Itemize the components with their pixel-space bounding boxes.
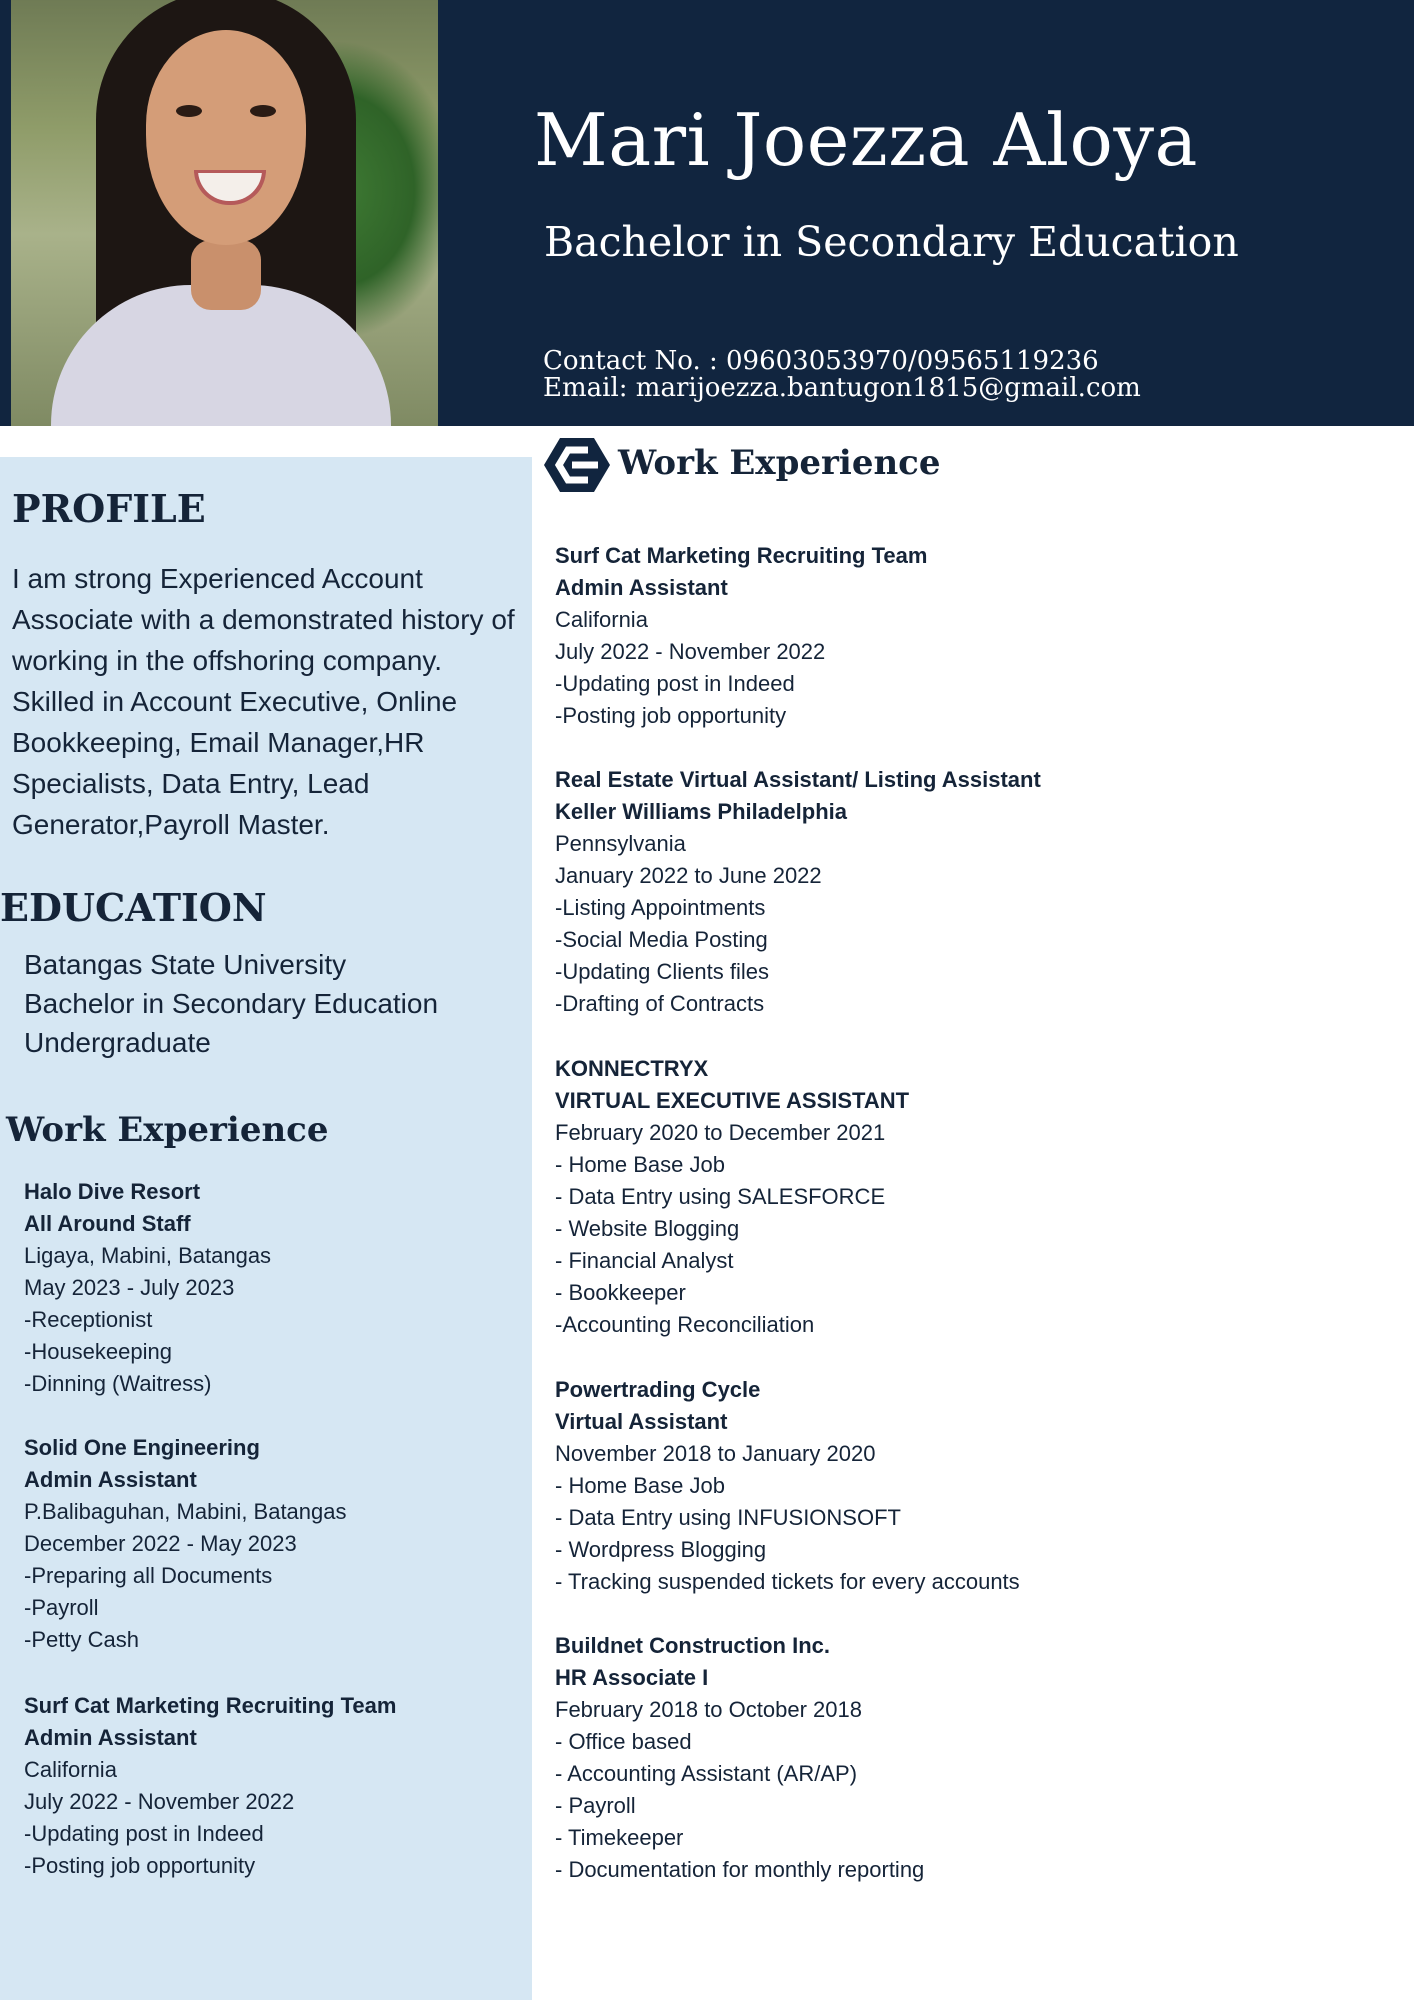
job-detail: - Bookkeeper (555, 1280, 686, 1305)
job-detail: - Data Entry using INFUSIONSOFT (555, 1505, 901, 1530)
job-role: Admin Assistant (24, 1467, 197, 1492)
job-role: Admin Assistant (24, 1725, 197, 1750)
job-detail: July 2022 - November 2022 (24, 1789, 295, 1814)
job-detail: - Home Base Job (555, 1473, 725, 1498)
work-experience-hexagon-icon (544, 436, 610, 494)
education-title: EDUCATION (0, 885, 267, 930)
job-detail: - Payroll (555, 1793, 636, 1818)
job-detail: July 2022 - November 2022 (555, 639, 826, 664)
sidebar-job (24, 1690, 396, 1882)
photo-smile (194, 170, 266, 205)
job-detail: - Documentation for monthly reporting (555, 1857, 925, 1882)
person-name: Mari Joezza Aloya (534, 98, 1198, 182)
job-detail: May 2023 - July 2023 (24, 1275, 235, 1300)
job-role: Keller Williams Philadelphia (555, 799, 848, 824)
sidebar-work-title: Work Experience (6, 1110, 329, 1150)
job-detail: - Office based (555, 1729, 692, 1754)
job-detail: - Tracking suspended tickets for every accounts (555, 1569, 1020, 1594)
job-detail: -Petty Cash (24, 1627, 139, 1652)
main-job (555, 540, 927, 732)
job-detail: - Wordpress Blogging (555, 1537, 767, 1562)
profile-summary: I am strong Experienced Account Associate with a demonstrated history of working in the offshoring company. Skilled in Account Executive, Online Bookkeeping, Email Manager,HR Specialists, Data Entry, Lead Generator,Payroll Master. (12, 563, 515, 840)
job-detail: California (555, 607, 648, 632)
profile-title: PROFILE (12, 486, 206, 531)
education-status: Undergraduate (24, 1027, 211, 1058)
main-job (555, 1630, 924, 1886)
contact-email: Email: marijoezza.bantugon1815@gmail.com (543, 373, 1141, 403)
sidebar-job (24, 1432, 347, 1656)
job-company: KONNECTRYX (555, 1056, 709, 1081)
job-detail: -Posting job opportunity (24, 1853, 256, 1878)
job-detail: - Financial Analyst (555, 1248, 734, 1273)
job-detail: -Drafting of Contracts (555, 991, 765, 1016)
job-detail: December 2022 - May 2023 (24, 1531, 297, 1556)
job-detail: -Housekeeping (24, 1339, 172, 1364)
job-detail: -Posting job opportunity (555, 703, 787, 728)
job-role: HR Associate I (555, 1665, 709, 1690)
job-detail: -Listing Appointments (555, 895, 766, 920)
job-detail: -Payroll (24, 1595, 99, 1620)
education-list (24, 945, 438, 1062)
main-work-title: Work Experience (618, 443, 941, 483)
job-detail: -Social Media Posting (555, 927, 768, 952)
job-company: Surf Cat Marketing Recruiting Team (24, 1693, 397, 1718)
job-detail: January 2022 to June 2022 (555, 863, 822, 888)
job-detail: Ligaya, Mabini, Batangas (24, 1243, 272, 1268)
job-role: Virtual Assistant (555, 1409, 728, 1434)
main-job (555, 764, 1041, 1020)
job-detail: February 2020 to December 2021 (555, 1120, 886, 1145)
job-detail: November 2018 to January 2020 (555, 1441, 876, 1466)
job-company: Buildnet Construction Inc. (555, 1633, 830, 1658)
job-detail: -Receptionist (24, 1307, 153, 1332)
job-role: Admin Assistant (555, 575, 728, 600)
job-role: All Around Staff (24, 1211, 191, 1236)
job-company: Halo Dive Resort (24, 1179, 201, 1204)
job-detail: -Dinning (Waitress) (24, 1371, 212, 1396)
job-detail: -Updating post in Indeed (555, 671, 795, 696)
job-detail: -Updating Clients files (555, 959, 769, 984)
job-detail: -Accounting Reconciliation (555, 1312, 815, 1337)
job-detail: - Home Base Job (555, 1152, 725, 1177)
photo-eye-left (176, 105, 202, 117)
education-school: Batangas State University (24, 949, 347, 980)
photo-eye-right (250, 105, 276, 117)
profile-photo (11, 0, 438, 426)
job-company: Powertrading Cycle (555, 1377, 761, 1402)
main-job (555, 1374, 1020, 1598)
job-detail: P.Balibaguhan, Mabini, Batangas (24, 1499, 347, 1524)
job-company: Real Estate Virtual Assistant/ Listing Assistant (555, 767, 1041, 792)
person-degree: Bachelor in Secondary Education (544, 218, 1239, 266)
job-company: Solid One Engineering (24, 1435, 260, 1460)
job-detail: -Preparing all Documents (24, 1563, 273, 1588)
photo-face (146, 30, 306, 245)
education-degree: Bachelor in Secondary Education (24, 988, 439, 1019)
sidebar-job (24, 1176, 271, 1400)
contact-block (543, 348, 1141, 402)
contact-phone: Contact No. : 09603053970/09565119236 (543, 346, 1099, 376)
job-detail: - Website Blogging (555, 1216, 740, 1241)
job-detail: - Timekeeper (555, 1825, 684, 1850)
job-detail: February 2018 to October 2018 (555, 1697, 862, 1722)
main-job (555, 1053, 909, 1341)
job-company: Surf Cat Marketing Recruiting Team (555, 543, 928, 568)
job-detail: Pennsylvania (555, 831, 686, 856)
job-role: VIRTUAL EXECUTIVE ASSISTANT (555, 1088, 910, 1113)
job-detail: - Data Entry using SALESFORCE (555, 1184, 886, 1209)
photo-neck (191, 240, 261, 310)
job-detail: - Accounting Assistant (AR/AP) (555, 1761, 858, 1786)
job-detail: California (24, 1757, 117, 1782)
job-detail: -Updating post in Indeed (24, 1821, 264, 1846)
